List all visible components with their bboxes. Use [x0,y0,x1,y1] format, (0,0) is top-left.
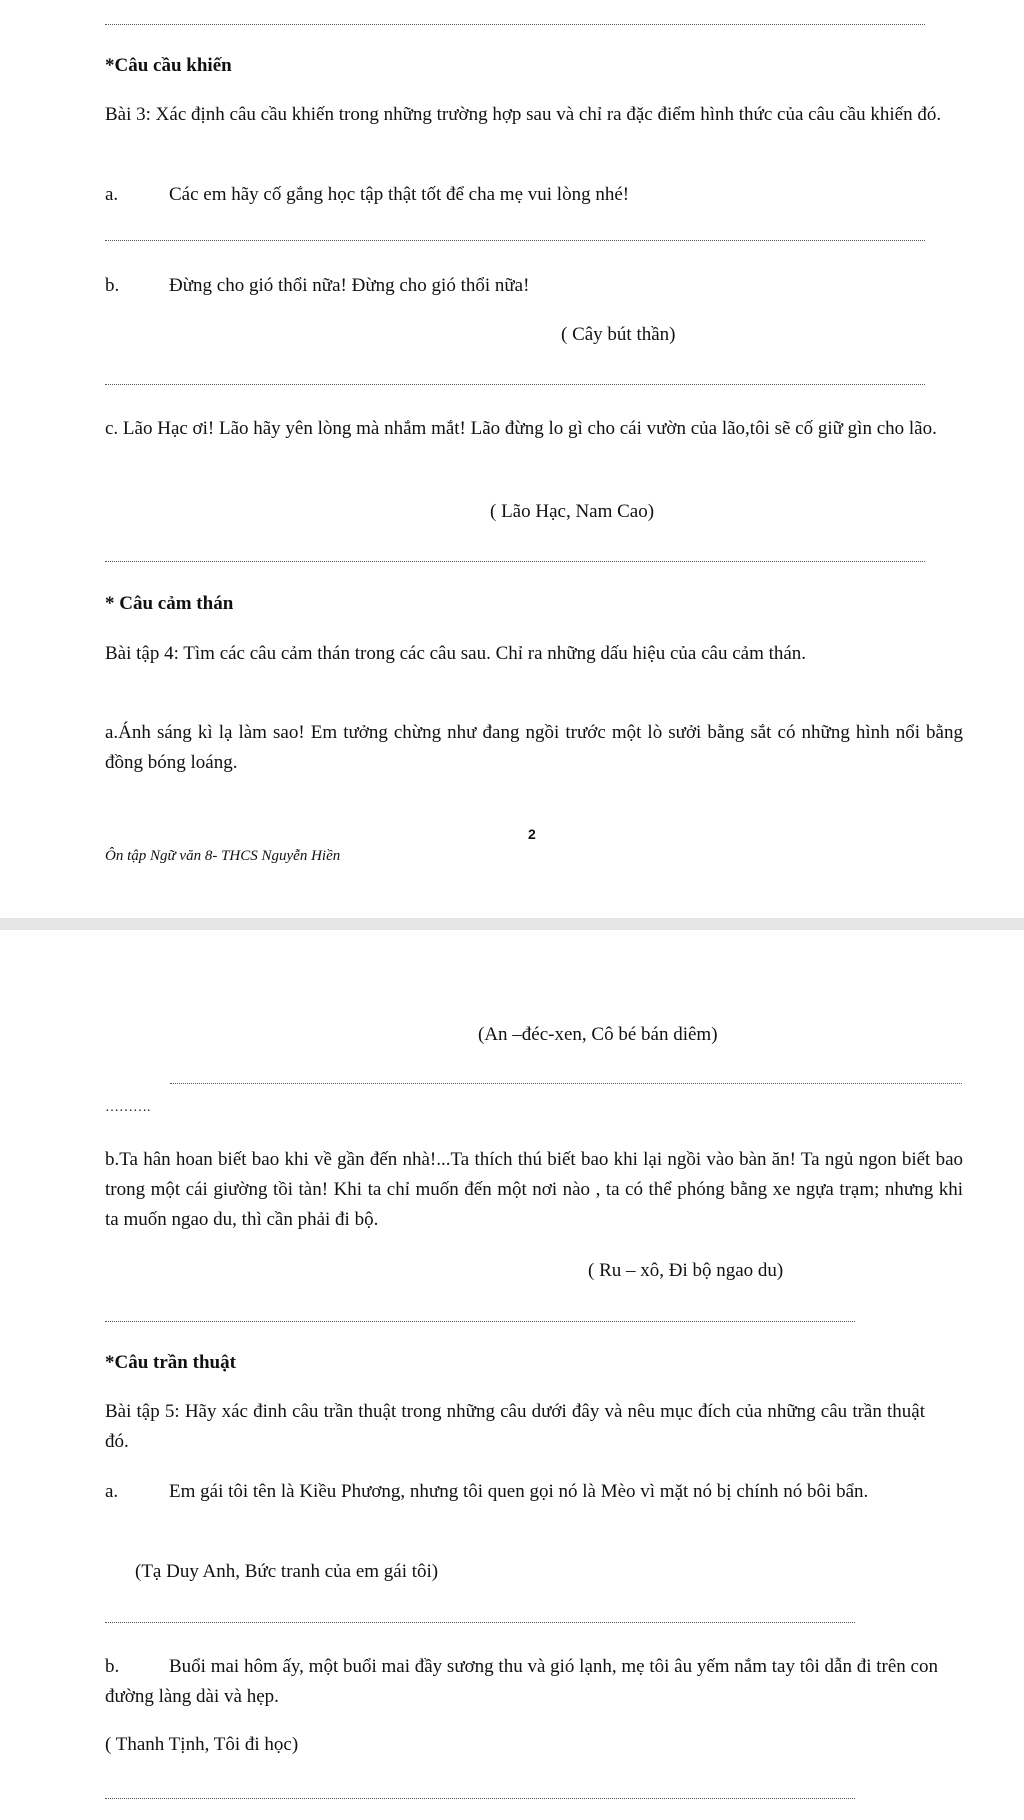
item-label: b. [105,275,120,296]
answer-line [105,1798,855,1799]
exercise-5-item-b [105,1652,953,1712]
source-citation: ( Ru – xô, Đi bộ ngao du) [588,1260,784,1281]
item-text: Đừng cho gió thổi nữa! Đừng cho gió thổi nữa! [169,275,530,296]
heading-cau-cau-khien: *Câu cầu khiến [105,55,232,76]
source-citation: (An –đéc-xen, Cô bé bán diêm) [478,1024,718,1045]
item-label: b. [105,1656,120,1677]
source-citation: (Tạ Duy Anh, Bức tranh của em gái tôi) [135,1561,439,1582]
exercise-4-prompt: Bài tập 4: Tìm các câu cảm thán trong các câu sau. Chỉ ra những dấu hiệu của câu cảm thán. [105,643,807,664]
item-label: a. [105,184,119,205]
heading-cau-tran-thuat: *Câu trần thuật [105,1352,236,1373]
answer-line [105,384,925,385]
answer-line [170,1083,962,1084]
exercise-5-item-a [105,1477,953,1507]
exercise-5-prompt: Bài tập 5: Hãy xác đinh câu trần thuật trong những câu dưới đây và nêu mục đích của những câu trần thuật đó. [105,1401,925,1452]
answer-line-continuation: ………. [105,1100,151,1115]
exercise-3-prompt: Bài 3: Xác định câu cầu khiến trong những trường hợp sau và chỉ ra đặc điểm hình thức của câu cầu khiến đó. [105,104,942,125]
answer-line [105,1321,855,1322]
exercise-4-item-b: b.Ta hân hoan biết bao khi về gần đến nhà!...Ta thích thú biết bao khi lại ngồi vào bàn ăn! Ta ngủ ngon biết bao trong một cái giường tồi tàn! Khi ta chỉ muốn đến một nơi nào , ta có thể phóng bằng xe ngựa trạm; nhưng khi ta muốn ngao du, thì cần phải đi bộ. [105,1149,963,1230]
answer-line [105,1622,855,1623]
source-citation: ( Thanh Tịnh, Tôi đi học) [105,1734,299,1755]
source-citation: ( Lão Hạc, Nam Cao) [490,501,655,522]
answer-line [105,561,925,562]
heading-cau-cam-than: * Câu cảm thán [105,593,234,614]
exercise-4-item-a: a.Ánh sáng kì lạ làm sao! Em tưởng chừng như đang ngồi trước một lò sưởi bằng sắt có những hình nổi bằng đồng bóng loáng. [105,722,963,773]
item-label: a. [105,1481,119,1502]
item-text: Buổi mai hôm ấy, một buổi mai đầy sương thu và gió lạnh, mẹ tôi âu yếm nắm tay tôi dẫn đi trên con đường làng dài và hẹp. [105,1656,938,1707]
page-footer: Ôn tập Ngữ văn 8- THCS Nguyễn Hiền [105,848,341,864]
answer-line [105,24,925,25]
page-number: 2 [528,826,536,842]
document-page-2 [0,930,1024,1820]
exercise-3-item-c: c. Lão Hạc ơi! Lão hãy yên lòng mà nhắm mắt! Lão đừng lo gì cho cái vườn của lão,tôi sẽ cố giữ gìn cho lão. [105,418,937,439]
source-citation: ( Cây bút thần) [561,324,676,345]
exercise-3-item-b [105,271,529,301]
answer-line [105,240,925,241]
item-text: Em gái tôi tên là Kiều Phương, nhưng tôi quen gọi nó là Mèo vì mặt nó bị chính nó bôi bẩn. [169,1481,869,1502]
page-separator [0,918,1024,930]
item-text: Các em hãy cố gắng học tập thật tốt để cha mẹ vui lòng nhé! [169,184,630,205]
exercise-3-item-a [105,180,629,210]
